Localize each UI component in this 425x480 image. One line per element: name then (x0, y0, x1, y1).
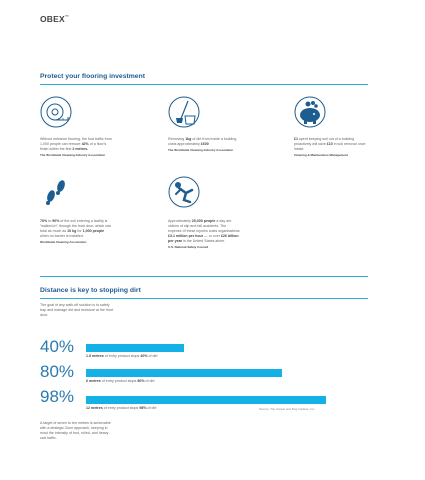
brand-logo: OBEX™ (40, 14, 70, 24)
fact-source: The Worldwide Cleaning Industry Association (40, 152, 106, 157)
percent-label: 98% (40, 387, 75, 406)
progress-bar-98 (86, 396, 326, 404)
percent-label: 80% (40, 362, 75, 381)
footprints-icon (40, 176, 72, 208)
fact-source: Cleaning & Maintenance Management (294, 152, 348, 157)
fact-source: U.S. National Safety Council (168, 244, 209, 249)
fact-text: £1 spent keeping soil out of a building proactively will save £10 in soil removal once inside. Cleaning & Maintenance Management (294, 137, 366, 157)
fact-text: Without entrance flooring, the foot traffic from 1,000 people can remove 42% of a floor's finish within the first 2 metres. The Worldwide Cleaning Industry Association (40, 137, 112, 157)
piggy-bank-icon (294, 96, 326, 128)
fact-text: Removing 1kg of dirt from inside a building costs approximately £600 The Worldwide Cleaning Industry Association (168, 137, 240, 152)
section-divider (40, 298, 368, 299)
percent-label: 40% (40, 337, 75, 356)
fact-source: Worldwide Cleaning Association (40, 239, 87, 244)
section-divider (40, 276, 368, 277)
fact-text: Approximately 25,000 people a day are victims of slip and fall accidents. The expense of these injuries costs organisations £3.1 million per hour — or over £26 billion per year in the United States alone. U.S. National Safety Council (168, 219, 240, 249)
bar-caption: 6 metres of entry product stops 80% of dirt (86, 379, 155, 383)
progress-bar-80 (86, 369, 282, 377)
fact-source: The Worldwide Cleaning Industry Association (168, 147, 234, 152)
bar-caption: 12 metres of entry product stops 98% of dirt (86, 406, 157, 410)
tape-measure-icon (40, 96, 72, 128)
section-divider (40, 84, 368, 85)
slip-fall-icon (168, 176, 200, 208)
section-title-flooring: Protect your flooring investment (40, 73, 145, 80)
section-intro: The goal of any walk-off solution is to safely trap and manage dirt and moisture at the front door. (40, 303, 114, 317)
section-title-distance: Distance is key to stopping dirt (40, 287, 141, 294)
bucket-broom-icon (168, 96, 200, 128)
fact-text: 70% to 90% of the soil entering a facility is "walked-in" through the front door, which can total as much as 10 kg for 1,000 people when no barrier is installed. Worldwide Cleaning Association (40, 219, 112, 244)
progress-bar-40 (86, 344, 184, 352)
source-credit: Source: The Carpet and Rug Institute, Inc. (259, 407, 316, 411)
footer-note: A target of seven to ten metres is achievable with a strategic Zone approach, keeping in mind the intensity of foot, rolled, and heavy cart traffic. (40, 421, 111, 440)
bar-caption: 1.5 metres of entry product stops 40% of dirt (86, 354, 158, 358)
